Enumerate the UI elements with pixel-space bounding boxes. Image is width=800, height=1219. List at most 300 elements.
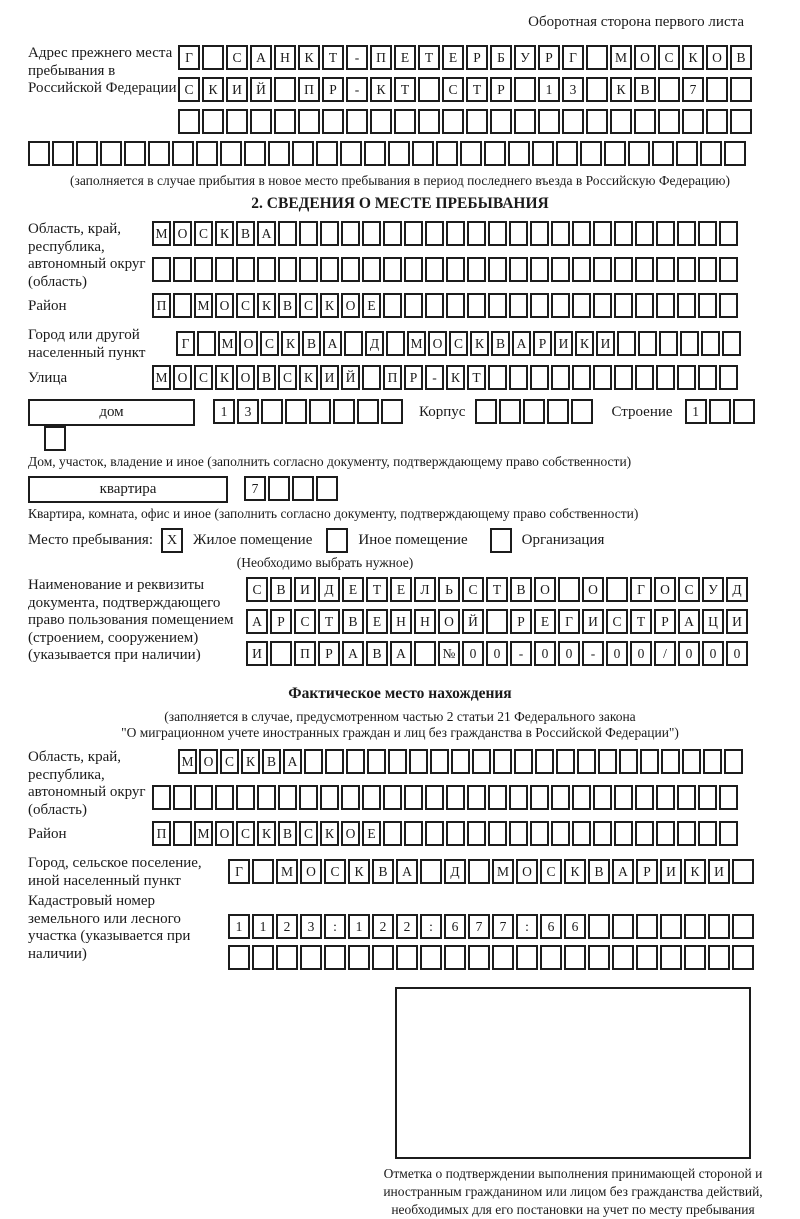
- char-cell[interactable]: Г: [630, 577, 652, 602]
- char-cell[interactable]: [388, 141, 410, 166]
- char-cell[interactable]: [640, 749, 659, 774]
- char-cell[interactable]: В: [302, 331, 321, 356]
- char-cell[interactable]: [547, 399, 569, 424]
- char-cell[interactable]: [551, 365, 570, 390]
- char-cell[interactable]: К: [257, 293, 276, 318]
- char-cell[interactable]: [340, 141, 362, 166]
- char-cell[interactable]: [278, 221, 297, 246]
- char-cell[interactable]: В: [236, 221, 255, 246]
- char-cell[interactable]: [586, 77, 608, 102]
- char-cell[interactable]: 0: [726, 641, 748, 666]
- char-cell[interactable]: [586, 45, 608, 70]
- char-cell[interactable]: И: [726, 609, 748, 634]
- char-cell[interactable]: 7: [244, 476, 266, 501]
- char-cell[interactable]: [488, 293, 507, 318]
- char-cell[interactable]: 1: [228, 914, 250, 939]
- char-cell[interactable]: [381, 399, 403, 424]
- char-cell[interactable]: [298, 109, 320, 134]
- char-cell[interactable]: [701, 331, 720, 356]
- char-cell[interactable]: [532, 141, 554, 166]
- char-cell[interactable]: [523, 399, 545, 424]
- char-cell[interactable]: [530, 785, 549, 810]
- char-cell[interactable]: Т: [486, 577, 508, 602]
- char-cell[interactable]: [52, 141, 74, 166]
- char-cell[interactable]: Т: [394, 77, 416, 102]
- char-cell[interactable]: :: [420, 914, 442, 939]
- char-cell[interactable]: [572, 365, 591, 390]
- char-cell[interactable]: [388, 749, 407, 774]
- char-cell[interactable]: [638, 331, 657, 356]
- char-cell[interactable]: Т: [466, 77, 488, 102]
- char-cell[interactable]: [619, 749, 638, 774]
- char-cell[interactable]: [276, 945, 298, 970]
- char-cell[interactable]: [444, 945, 466, 970]
- char-cell[interactable]: [285, 399, 307, 424]
- char-cell[interactable]: [612, 914, 634, 939]
- char-cell[interactable]: И: [226, 77, 248, 102]
- char-cell[interactable]: [564, 945, 586, 970]
- char-cell[interactable]: А: [342, 641, 364, 666]
- char-cell[interactable]: [698, 257, 717, 282]
- char-cell[interactable]: Г: [228, 859, 250, 884]
- char-cell[interactable]: 1: [538, 77, 560, 102]
- checkbox-residential[interactable]: X: [161, 528, 183, 553]
- char-cell[interactable]: [572, 257, 591, 282]
- char-cell[interactable]: -: [425, 365, 444, 390]
- char-cell[interactable]: -: [346, 45, 368, 70]
- char-cell[interactable]: С: [540, 859, 562, 884]
- char-cell[interactable]: -: [510, 641, 532, 666]
- char-cell[interactable]: [362, 221, 381, 246]
- char-cell[interactable]: [418, 77, 440, 102]
- char-cell[interactable]: [676, 141, 698, 166]
- char-cell[interactable]: [244, 141, 266, 166]
- char-cell[interactable]: Е: [362, 821, 381, 846]
- char-cell[interactable]: Г: [558, 609, 580, 634]
- char-cell[interactable]: В: [257, 365, 276, 390]
- char-cell[interactable]: [194, 785, 213, 810]
- char-cell[interactable]: Р: [654, 609, 676, 634]
- char-cell[interactable]: А: [323, 331, 342, 356]
- char-cell[interactable]: В: [270, 577, 292, 602]
- char-cell[interactable]: Т: [467, 365, 486, 390]
- char-cell[interactable]: [409, 749, 428, 774]
- char-cell[interactable]: С: [324, 859, 346, 884]
- char-cell[interactable]: А: [390, 641, 412, 666]
- char-cell[interactable]: К: [564, 859, 586, 884]
- char-cell[interactable]: П: [383, 365, 402, 390]
- char-cell[interactable]: В: [366, 641, 388, 666]
- char-cell[interactable]: [268, 141, 290, 166]
- char-cell[interactable]: [661, 749, 680, 774]
- char-cell[interactable]: [484, 141, 506, 166]
- char-cell[interactable]: [364, 141, 386, 166]
- char-cell[interactable]: Н: [414, 609, 436, 634]
- char-cell[interactable]: [486, 609, 508, 634]
- char-cell[interactable]: [446, 293, 465, 318]
- char-cell[interactable]: 3: [300, 914, 322, 939]
- char-cell[interactable]: 0: [678, 641, 700, 666]
- char-cell[interactable]: 6: [540, 914, 562, 939]
- char-cell[interactable]: 2: [276, 914, 298, 939]
- char-cell[interactable]: [346, 109, 368, 134]
- char-cell[interactable]: [698, 293, 717, 318]
- char-cell[interactable]: [367, 749, 386, 774]
- char-cell[interactable]: С: [236, 821, 255, 846]
- char-cell[interactable]: И: [708, 859, 730, 884]
- char-cell[interactable]: [215, 257, 234, 282]
- char-cell[interactable]: 0: [702, 641, 724, 666]
- char-cell[interactable]: [635, 293, 654, 318]
- char-cell[interactable]: 6: [444, 914, 466, 939]
- char-cell[interactable]: [309, 399, 331, 424]
- char-cell[interactable]: [278, 257, 297, 282]
- char-cell[interactable]: [220, 141, 242, 166]
- char-cell[interactable]: [706, 77, 728, 102]
- char-cell[interactable]: [732, 945, 754, 970]
- char-cell[interactable]: К: [202, 77, 224, 102]
- char-cell[interactable]: С: [194, 365, 213, 390]
- char-cell[interactable]: [468, 859, 490, 884]
- char-cell[interactable]: [425, 785, 444, 810]
- char-cell[interactable]: [404, 821, 423, 846]
- char-cell[interactable]: [202, 109, 224, 134]
- char-cell[interactable]: [197, 331, 216, 356]
- char-cell[interactable]: М: [610, 45, 632, 70]
- char-cell[interactable]: [173, 821, 192, 846]
- char-cell[interactable]: [509, 821, 528, 846]
- char-cell[interactable]: [152, 785, 171, 810]
- char-cell[interactable]: [333, 399, 355, 424]
- char-cell[interactable]: [514, 77, 536, 102]
- char-cell[interactable]: Г: [176, 331, 195, 356]
- char-cell[interactable]: [466, 109, 488, 134]
- char-cell[interactable]: [551, 221, 570, 246]
- char-cell[interactable]: [635, 821, 654, 846]
- char-cell[interactable]: К: [470, 331, 489, 356]
- char-cell[interactable]: [593, 257, 612, 282]
- char-cell[interactable]: Р: [322, 77, 344, 102]
- char-cell[interactable]: [530, 365, 549, 390]
- char-cell[interactable]: Е: [534, 609, 556, 634]
- char-cell[interactable]: О: [239, 331, 258, 356]
- char-cell[interactable]: [468, 945, 490, 970]
- char-cell[interactable]: К: [575, 331, 594, 356]
- char-cell[interactable]: П: [152, 293, 171, 318]
- char-cell[interactable]: [257, 785, 276, 810]
- char-cell[interactable]: [556, 749, 575, 774]
- char-cell[interactable]: [425, 221, 444, 246]
- char-cell[interactable]: [593, 221, 612, 246]
- char-cell[interactable]: Н: [274, 45, 296, 70]
- char-cell[interactable]: [571, 399, 593, 424]
- char-cell[interactable]: С: [226, 45, 248, 70]
- char-cell[interactable]: -: [582, 641, 604, 666]
- char-cell[interactable]: С: [236, 293, 255, 318]
- char-cell[interactable]: [100, 141, 122, 166]
- char-cell[interactable]: [635, 221, 654, 246]
- char-cell[interactable]: [320, 785, 339, 810]
- char-cell[interactable]: [196, 141, 218, 166]
- char-cell[interactable]: [730, 109, 752, 134]
- char-cell[interactable]: [677, 785, 696, 810]
- char-cell[interactable]: Е: [342, 577, 364, 602]
- char-cell[interactable]: И: [596, 331, 615, 356]
- char-cell[interactable]: О: [438, 609, 460, 634]
- char-cell[interactable]: К: [348, 859, 370, 884]
- char-cell[interactable]: [252, 945, 274, 970]
- char-cell[interactable]: А: [246, 609, 268, 634]
- char-cell[interactable]: [261, 399, 283, 424]
- char-cell[interactable]: [656, 785, 675, 810]
- char-cell[interactable]: К: [299, 365, 318, 390]
- char-cell[interactable]: [719, 257, 738, 282]
- char-cell[interactable]: [488, 257, 507, 282]
- char-cell[interactable]: :: [516, 914, 538, 939]
- char-cell[interactable]: [535, 749, 554, 774]
- char-cell[interactable]: [346, 749, 365, 774]
- char-cell[interactable]: Л: [414, 577, 436, 602]
- char-cell[interactable]: Р: [318, 641, 340, 666]
- char-cell[interactable]: [656, 821, 675, 846]
- char-cell[interactable]: [44, 426, 66, 451]
- char-cell[interactable]: [357, 399, 379, 424]
- char-cell[interactable]: [677, 257, 696, 282]
- char-cell[interactable]: К: [684, 859, 706, 884]
- char-cell[interactable]: О: [199, 749, 218, 774]
- char-cell[interactable]: [593, 365, 612, 390]
- char-cell[interactable]: [383, 821, 402, 846]
- char-cell[interactable]: К: [215, 365, 234, 390]
- char-cell[interactable]: С: [658, 45, 680, 70]
- char-cell[interactable]: [558, 577, 580, 602]
- char-cell[interactable]: [76, 141, 98, 166]
- char-cell[interactable]: [488, 365, 507, 390]
- char-cell[interactable]: И: [246, 641, 268, 666]
- char-cell[interactable]: [348, 945, 370, 970]
- char-cell[interactable]: [719, 365, 738, 390]
- char-cell[interactable]: [492, 945, 514, 970]
- char-cell[interactable]: С: [178, 77, 200, 102]
- char-cell[interactable]: [268, 476, 290, 501]
- char-cell[interactable]: [724, 141, 746, 166]
- char-cell[interactable]: [236, 785, 255, 810]
- char-cell[interactable]: К: [241, 749, 260, 774]
- char-cell[interactable]: 2: [396, 914, 418, 939]
- char-cell[interactable]: 1: [348, 914, 370, 939]
- char-cell[interactable]: Ь: [438, 577, 460, 602]
- char-cell[interactable]: [362, 257, 381, 282]
- char-cell[interactable]: [446, 785, 465, 810]
- char-cell[interactable]: [508, 141, 530, 166]
- char-cell[interactable]: М: [152, 221, 171, 246]
- char-cell[interactable]: [467, 785, 486, 810]
- char-cell[interactable]: [580, 141, 602, 166]
- char-cell[interactable]: В: [634, 77, 656, 102]
- char-cell[interactable]: М: [152, 365, 171, 390]
- char-cell[interactable]: А: [678, 609, 700, 634]
- char-cell[interactable]: [614, 257, 633, 282]
- char-cell[interactable]: [341, 221, 360, 246]
- char-cell[interactable]: [698, 785, 717, 810]
- char-cell[interactable]: 0: [558, 641, 580, 666]
- char-cell[interactable]: А: [250, 45, 272, 70]
- char-cell[interactable]: 6: [564, 914, 586, 939]
- char-cell[interactable]: И: [320, 365, 339, 390]
- char-cell[interactable]: Т: [318, 609, 340, 634]
- char-cell[interactable]: У: [702, 577, 724, 602]
- char-cell[interactable]: [228, 945, 250, 970]
- char-cell[interactable]: М: [492, 859, 514, 884]
- checkbox-other-premises[interactable]: [326, 528, 348, 553]
- char-cell[interactable]: [509, 785, 528, 810]
- char-cell[interactable]: [404, 293, 423, 318]
- char-cell[interactable]: [719, 221, 738, 246]
- char-cell[interactable]: [446, 221, 465, 246]
- char-cell[interactable]: [682, 749, 701, 774]
- char-cell[interactable]: И: [660, 859, 682, 884]
- char-cell[interactable]: [635, 785, 654, 810]
- char-cell[interactable]: Р: [636, 859, 658, 884]
- char-cell[interactable]: С: [462, 577, 484, 602]
- char-cell[interactable]: [292, 476, 314, 501]
- char-cell[interactable]: [299, 785, 318, 810]
- char-cell[interactable]: 3: [237, 399, 259, 424]
- char-cell[interactable]: С: [299, 821, 318, 846]
- char-cell[interactable]: М: [218, 331, 237, 356]
- char-cell[interactable]: С: [278, 365, 297, 390]
- char-cell[interactable]: [372, 945, 394, 970]
- char-cell[interactable]: В: [491, 331, 510, 356]
- char-cell[interactable]: Т: [366, 577, 388, 602]
- char-cell[interactable]: [656, 293, 675, 318]
- char-cell[interactable]: [617, 331, 636, 356]
- char-cell[interactable]: М: [194, 821, 213, 846]
- char-cell[interactable]: А: [612, 859, 634, 884]
- char-cell[interactable]: О: [654, 577, 676, 602]
- char-cell[interactable]: [514, 109, 536, 134]
- checkbox-organization[interactable]: [490, 528, 512, 553]
- char-cell[interactable]: О: [173, 221, 192, 246]
- char-cell[interactable]: О: [341, 821, 360, 846]
- char-cell[interactable]: [490, 109, 512, 134]
- char-cell[interactable]: В: [278, 293, 297, 318]
- char-cell[interactable]: О: [634, 45, 656, 70]
- char-cell[interactable]: [677, 821, 696, 846]
- char-cell[interactable]: [509, 365, 528, 390]
- char-cell[interactable]: [370, 109, 392, 134]
- char-cell[interactable]: [530, 293, 549, 318]
- char-cell[interactable]: Д: [726, 577, 748, 602]
- char-cell[interactable]: [530, 221, 549, 246]
- char-cell[interactable]: [383, 257, 402, 282]
- char-cell[interactable]: -: [346, 77, 368, 102]
- char-cell[interactable]: 7: [492, 914, 514, 939]
- char-cell[interactable]: [722, 331, 741, 356]
- char-cell[interactable]: [404, 785, 423, 810]
- char-cell[interactable]: [320, 221, 339, 246]
- char-cell[interactable]: [682, 109, 704, 134]
- char-cell[interactable]: [551, 257, 570, 282]
- char-cell[interactable]: Й: [341, 365, 360, 390]
- char-cell[interactable]: [442, 109, 464, 134]
- char-cell[interactable]: С: [194, 221, 213, 246]
- char-cell[interactable]: [316, 476, 338, 501]
- char-cell[interactable]: [677, 293, 696, 318]
- char-cell[interactable]: И: [582, 609, 604, 634]
- char-cell[interactable]: О: [341, 293, 360, 318]
- char-cell[interactable]: 1: [252, 914, 274, 939]
- char-cell[interactable]: К: [298, 45, 320, 70]
- char-cell[interactable]: [341, 257, 360, 282]
- char-cell[interactable]: [514, 749, 533, 774]
- char-cell[interactable]: [614, 821, 633, 846]
- char-cell[interactable]: [341, 785, 360, 810]
- char-cell[interactable]: [652, 141, 674, 166]
- char-cell[interactable]: [173, 293, 192, 318]
- char-cell[interactable]: [173, 257, 192, 282]
- char-cell[interactable]: [698, 365, 717, 390]
- char-cell[interactable]: Т: [418, 45, 440, 70]
- char-cell[interactable]: [551, 293, 570, 318]
- char-cell[interactable]: [152, 257, 171, 282]
- char-cell[interactable]: [172, 141, 194, 166]
- char-cell[interactable]: С: [294, 609, 316, 634]
- char-cell[interactable]: О: [236, 365, 255, 390]
- char-cell[interactable]: 0: [606, 641, 628, 666]
- char-cell[interactable]: [362, 365, 381, 390]
- char-cell[interactable]: [274, 109, 296, 134]
- char-cell[interactable]: А: [257, 221, 276, 246]
- char-cell[interactable]: 7: [468, 914, 490, 939]
- char-cell[interactable]: [467, 821, 486, 846]
- char-cell[interactable]: [467, 293, 486, 318]
- char-cell[interactable]: Р: [538, 45, 560, 70]
- char-cell[interactable]: Р: [466, 45, 488, 70]
- char-cell[interactable]: В: [278, 821, 297, 846]
- char-cell[interactable]: [304, 749, 323, 774]
- char-cell[interactable]: [252, 859, 274, 884]
- char-cell[interactable]: [551, 821, 570, 846]
- char-cell[interactable]: П: [370, 45, 392, 70]
- char-cell[interactable]: Д: [365, 331, 384, 356]
- char-cell[interactable]: [593, 785, 612, 810]
- char-cell[interactable]: [404, 257, 423, 282]
- char-cell[interactable]: К: [610, 77, 632, 102]
- char-cell[interactable]: М: [178, 749, 197, 774]
- char-cell[interactable]: 0: [462, 641, 484, 666]
- char-cell[interactable]: 0: [534, 641, 556, 666]
- char-cell[interactable]: Ц: [702, 609, 724, 634]
- char-cell[interactable]: [677, 221, 696, 246]
- char-cell[interactable]: [488, 221, 507, 246]
- char-cell[interactable]: [733, 399, 755, 424]
- char-cell[interactable]: [362, 785, 381, 810]
- char-cell[interactable]: Е: [390, 577, 412, 602]
- char-cell[interactable]: [257, 257, 276, 282]
- char-cell[interactable]: [588, 914, 610, 939]
- char-cell[interactable]: [635, 257, 654, 282]
- char-cell[interactable]: [660, 914, 682, 939]
- char-cell[interactable]: [394, 109, 416, 134]
- char-cell[interactable]: [299, 257, 318, 282]
- char-cell[interactable]: [572, 785, 591, 810]
- char-cell[interactable]: [425, 257, 444, 282]
- char-cell[interactable]: [178, 109, 200, 134]
- char-cell[interactable]: П: [152, 821, 171, 846]
- char-cell[interactable]: [610, 109, 632, 134]
- char-cell[interactable]: А: [396, 859, 418, 884]
